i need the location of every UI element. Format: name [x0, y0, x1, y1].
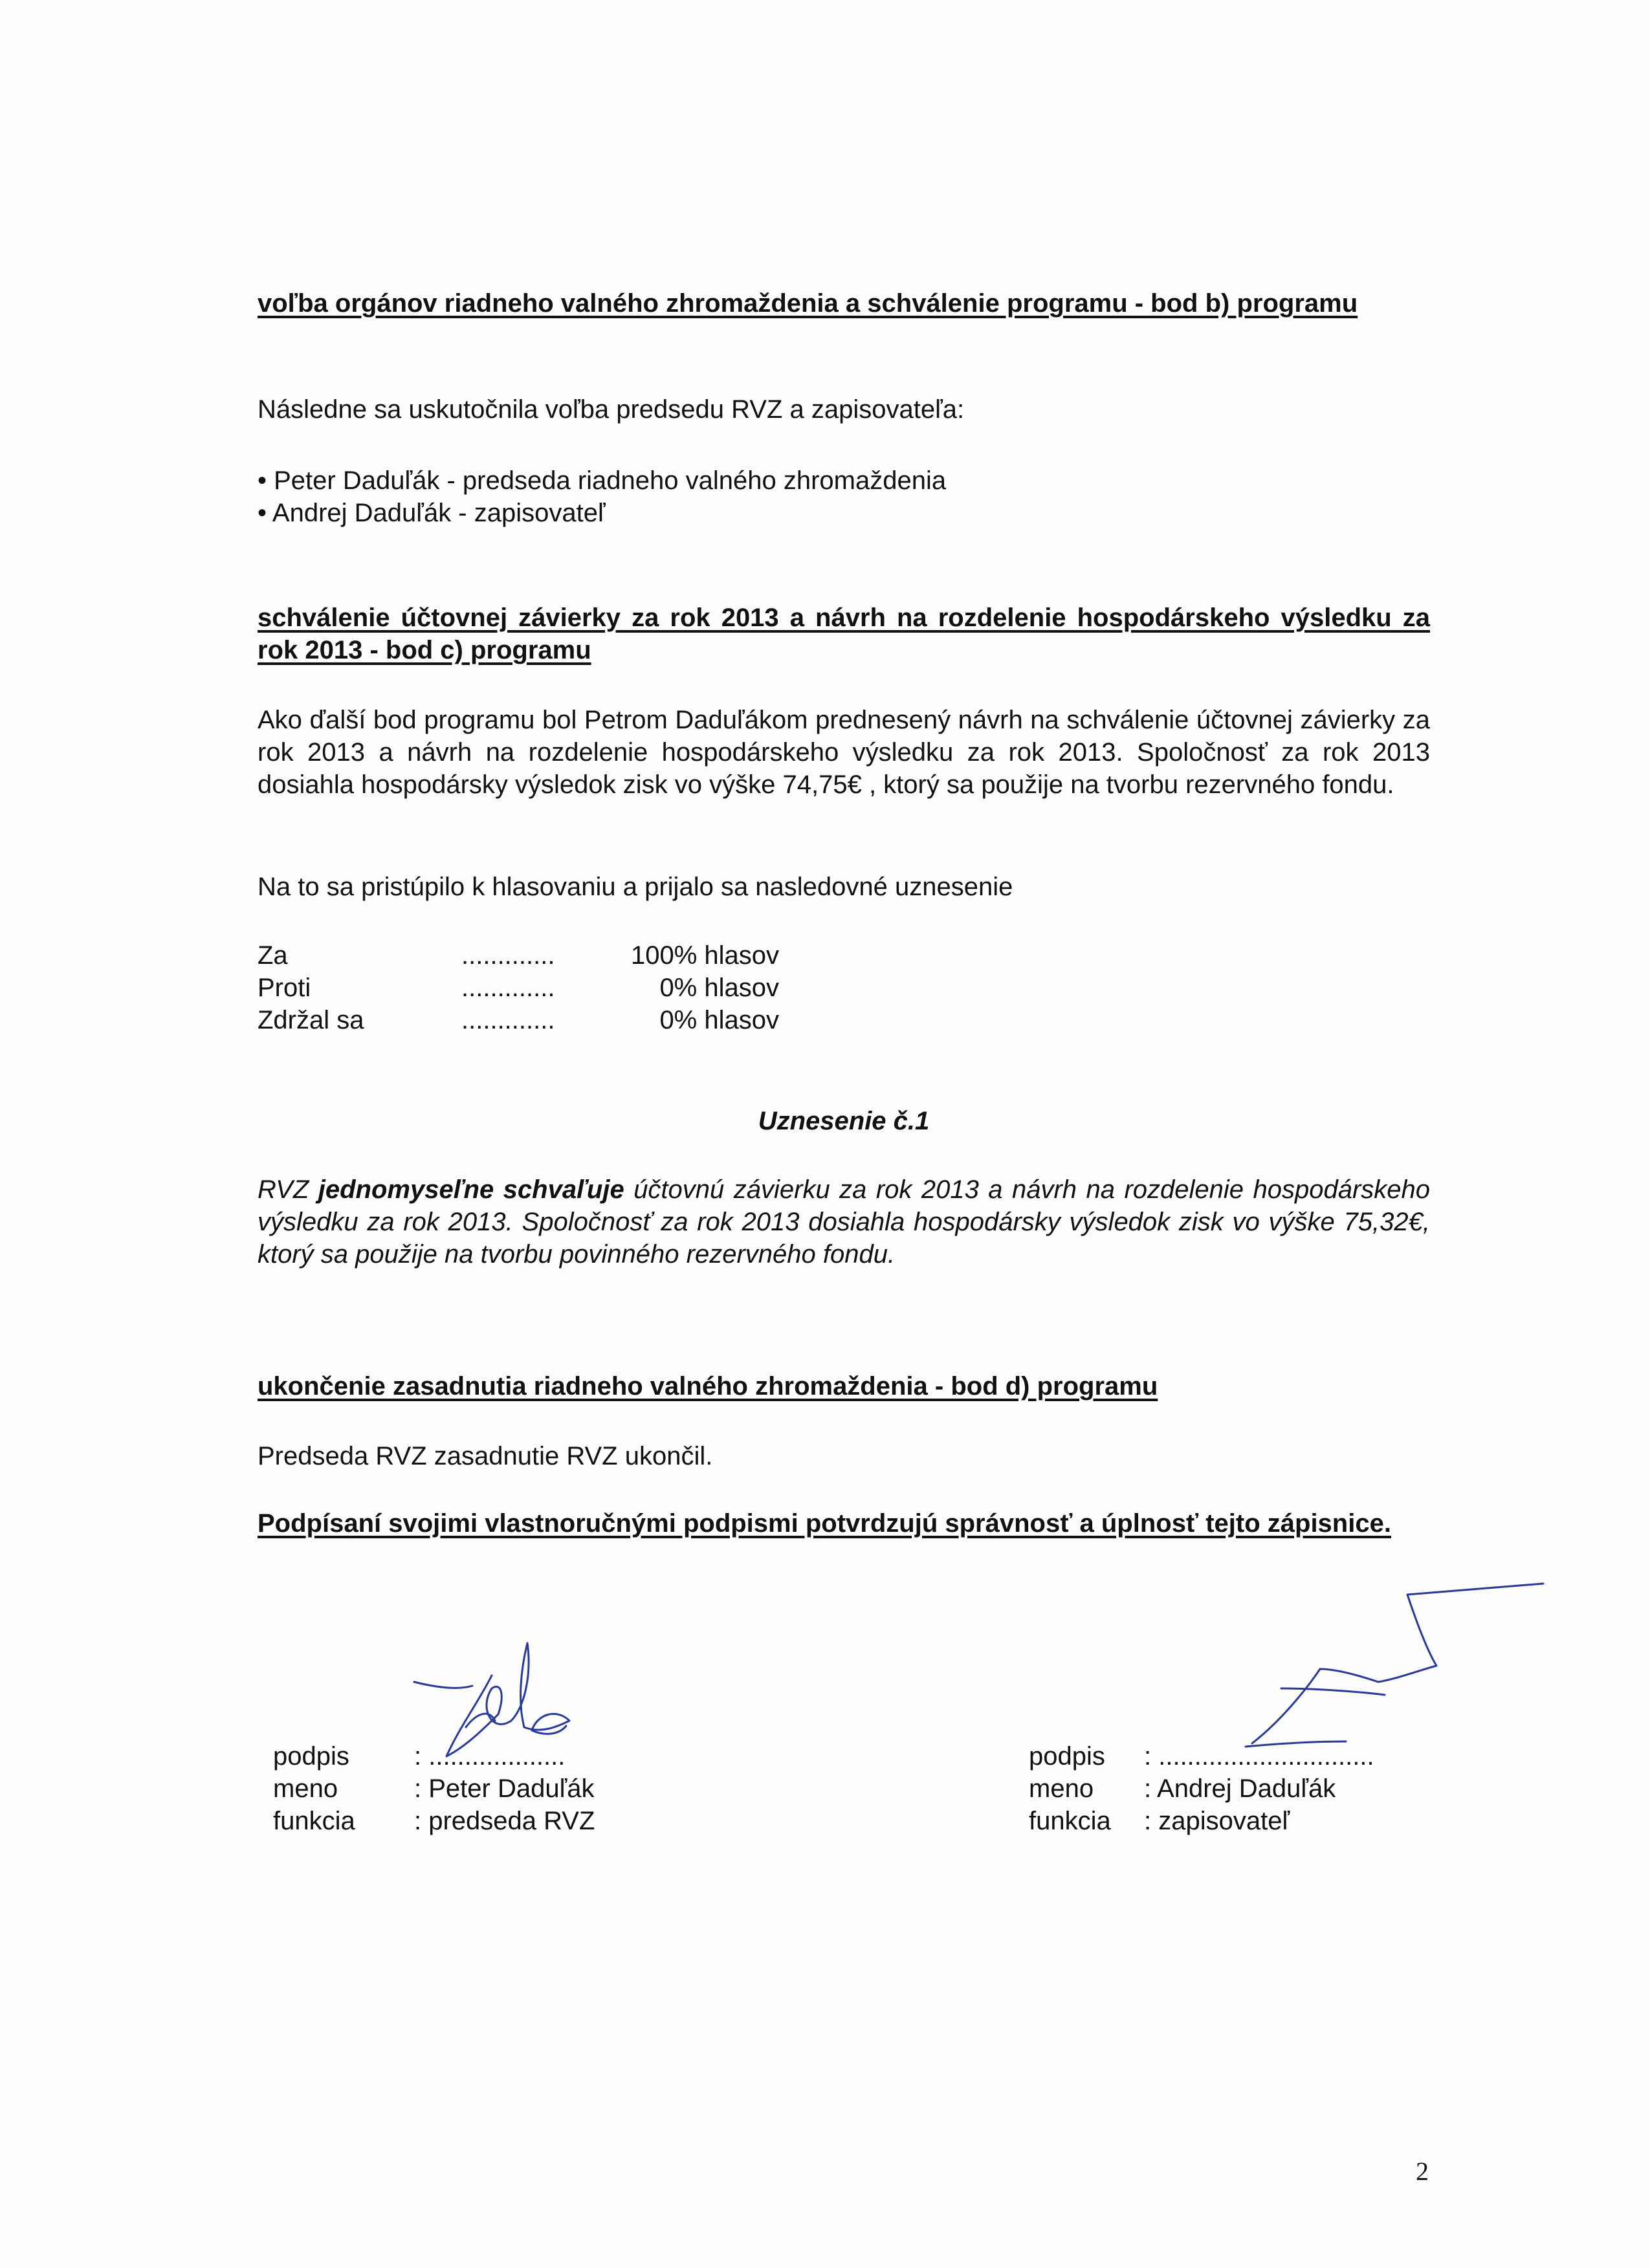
vote-value: 0% hlasov	[659, 974, 779, 1002]
section-b-heading: voľba orgánov riadneho valného zhromaždenia a schválenie programu - bod b) programu	[258, 289, 1358, 318]
meno-label: meno	[273, 1774, 338, 1803]
list-item: • Andrej Daduľák - zapisovateľ	[258, 499, 606, 527]
podpis-value: : ...................	[414, 1742, 566, 1771]
vote-intro: Na to sa pristúpilo k hlasovaniu a prijalo sa nasledovné uznesenie	[258, 873, 1013, 901]
vote-label: Za	[258, 941, 288, 970]
resolution-title: Uznesenie č.1	[758, 1107, 930, 1135]
podpis-label: podpis	[273, 1742, 349, 1771]
meno-label: meno	[1029, 1774, 1094, 1803]
funkcia-label: funkcia	[273, 1807, 355, 1835]
vote-table	[258, 939, 1430, 1043]
funkcia-value: : predseda RVZ	[414, 1807, 595, 1835]
section-c-paragraph: Ako ďalší bod programu bol Petrom Daduľákom prednesený návrh na schválenie účtovnej závierky za rok 2013 a návrh na rozdelenie hospodárskeho výsledku za rok 2013. Spoločnosť za rok 2013 dosiahla hospodársky výsledok zisk vo výške 74,75€ , ktorý sa použije na tvorbu rezervného fondu.	[258, 706, 1430, 799]
vote-dots: .............	[461, 974, 555, 1002]
vote-value: 100% hlasov	[630, 941, 779, 970]
funkcia-label: funkcia	[1029, 1807, 1111, 1835]
page-number: 2	[1416, 2157, 1429, 2186]
vote-label: Proti	[258, 974, 311, 1002]
section-c-heading: schválenie účtovnej závierky za rok 2013 a návrh na rozdelenie hospodárskeho výsledku za rok 2013 - bod c) programu	[258, 604, 1430, 664]
section-d-heading: ukončenie zasadnutia riadneho valného zhromaždenia - bod d) programu	[258, 1372, 1158, 1401]
vote-value: 0% hlasov	[659, 1006, 779, 1034]
signature-andrej	[1165, 1572, 1553, 1766]
section-b-intro: Následne sa uskutočnila voľba predsedu RVZ a zapisovateľa:	[258, 395, 965, 424]
bullet-list	[258, 464, 1430, 529]
funkcia-value: : zapisovateľ	[1144, 1807, 1290, 1835]
podpis-label: podpis	[1029, 1742, 1105, 1771]
section-d-paragraph: Predseda RVZ zasadnutie RVZ ukončil.	[258, 1442, 713, 1470]
signatory-block-left	[273, 1740, 661, 1844]
meno-value: : Peter Daduľák	[414, 1774, 595, 1803]
podpis-value: : ..............................	[1144, 1742, 1374, 1771]
closing-statement: Podpísaní svojimi vlastnoručnými podpismi potvrdzujú správnosť a úplnosť tejto zápisnice.	[258, 1509, 1391, 1538]
resolution-text: RVZ jednomyseľne schvaľuje účtovnú závierku za rok 2013 a návrh na rozdelenie hospodárskeho výsledku za rok 2013. Spoločnosť za rok 2013 dosiahla hospodársky výsledok zisk vo výške 75,32€, ktorý sa použije na tvorbu povinného rezervného fondu.	[258, 1175, 1431, 1269]
vote-dots: .............	[461, 941, 555, 970]
meno-value: : Andrej Daduľák	[1144, 1774, 1336, 1803]
signatory-block-right	[1029, 1740, 1482, 1844]
list-item: • Peter Daduľák - predseda riadneho valného zhromaždenia	[258, 466, 947, 495]
resolution-emphasis: jednomyseľne schvaľuje	[318, 1175, 624, 1204]
resolution-title-row	[258, 1105, 1430, 1137]
vote-label: Zdržal sa	[258, 1006, 364, 1034]
vote-dots: .............	[461, 1006, 555, 1034]
